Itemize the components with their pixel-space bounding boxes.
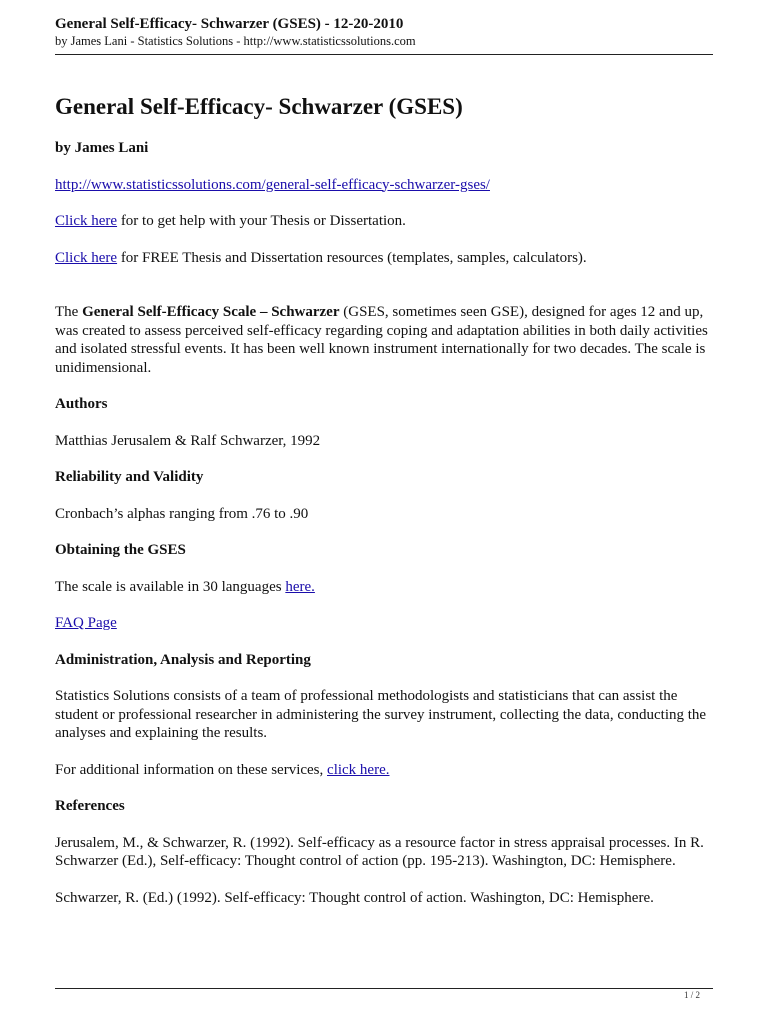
running-header-subtitle: by James Lani - Statistics Solutions - http://www.statisticssolutions.com [55,34,416,48]
thesis-help-link[interactable]: Click here [55,213,118,229]
faq-paragraph [55,614,713,633]
reliability-heading: Reliability and Validity [55,469,204,485]
authors-heading: Authors [55,396,108,412]
running-header-title: General Self-Efficacy- Schwarzer (GSES) - 12-20-2010 [55,16,404,32]
obtaining-heading: Obtaining the GSES [55,542,186,558]
intro-paragraph [55,303,713,377]
reference-item: Schwarzer, R. (Ed.) (1992). Self-efficacy: Thought control of action. Washington, DC: Hemisphere. [55,889,654,906]
languages-link[interactable]: here. [285,578,315,595]
admin-more-text: For additional information on these services, [55,761,328,778]
faq-link[interactable]: FAQ Page [55,615,117,631]
footer-divider [55,988,713,989]
reliability-text: Cronbach’s alphas ranging from .76 to .90 [55,505,309,522]
intro-text: (GSES, sometimes seen GSE), designed for ages 12 and up, was created to assess perceived self-efficacy regarding coping and adaptation abilities in both daily activities and isolated stressful events. It has been well known instrument internationally for two decades. The scale is unidimensional. [55,304,708,376]
services-link[interactable]: click here. [327,761,390,778]
intro-scale-name: General Self-Efficacy Scale – Schwarzer [82,304,340,320]
admin-heading: Administration, Analysis and Reporting [55,651,311,668]
reference-item: Jerusalem, M., & Schwarzer, R. (1992). Self-efficacy as a resource factor in stress appraisal processes. In R. Schwarzer (Ed.), Self-efficacy: Thought control of action (pp. 195-213). Washington, DC: Hemisphere. [55,834,704,869]
obtaining-text: The scale is available in 30 languages [55,578,286,595]
intro-prefix: The [55,304,83,320]
obtaining-paragraph [55,578,713,597]
source-url-link[interactable]: http://www.statisticssolutions.com/general-self-efficacy-schwarzer-gses/ [55,176,490,193]
header-divider [55,54,713,55]
thesis-help-paragraph [55,212,713,231]
article-title: General Self-Efficacy- Schwarzer (GSES) [55,94,463,119]
article-byline: by James Lani [55,140,149,156]
free-resources-text: for FREE Thesis and Dissertation resources (templates, samples, calculators). [117,249,587,266]
admin-more-paragraph [55,761,713,780]
article-body [55,92,713,907]
references-heading: References [55,798,125,814]
free-resources-paragraph [55,249,713,268]
authors-text: Matthias Jerusalem & Ralf Schwarzer, 1992 [55,432,321,449]
source-url-paragraph [55,176,713,195]
admin-text: Statistics Solutions consists of a team of professional methodologists and statisticians that can assist the student or professional researcher in administering the survey instrument, collecting the data, conducting the analyses and explaining the results. [55,688,707,741]
thesis-help-text: for to get help with your Thesis or Dissertation. [117,213,406,229]
page-number: 1 / 2 [683,990,700,1000]
free-resources-link[interactable]: Click here [55,249,118,266]
